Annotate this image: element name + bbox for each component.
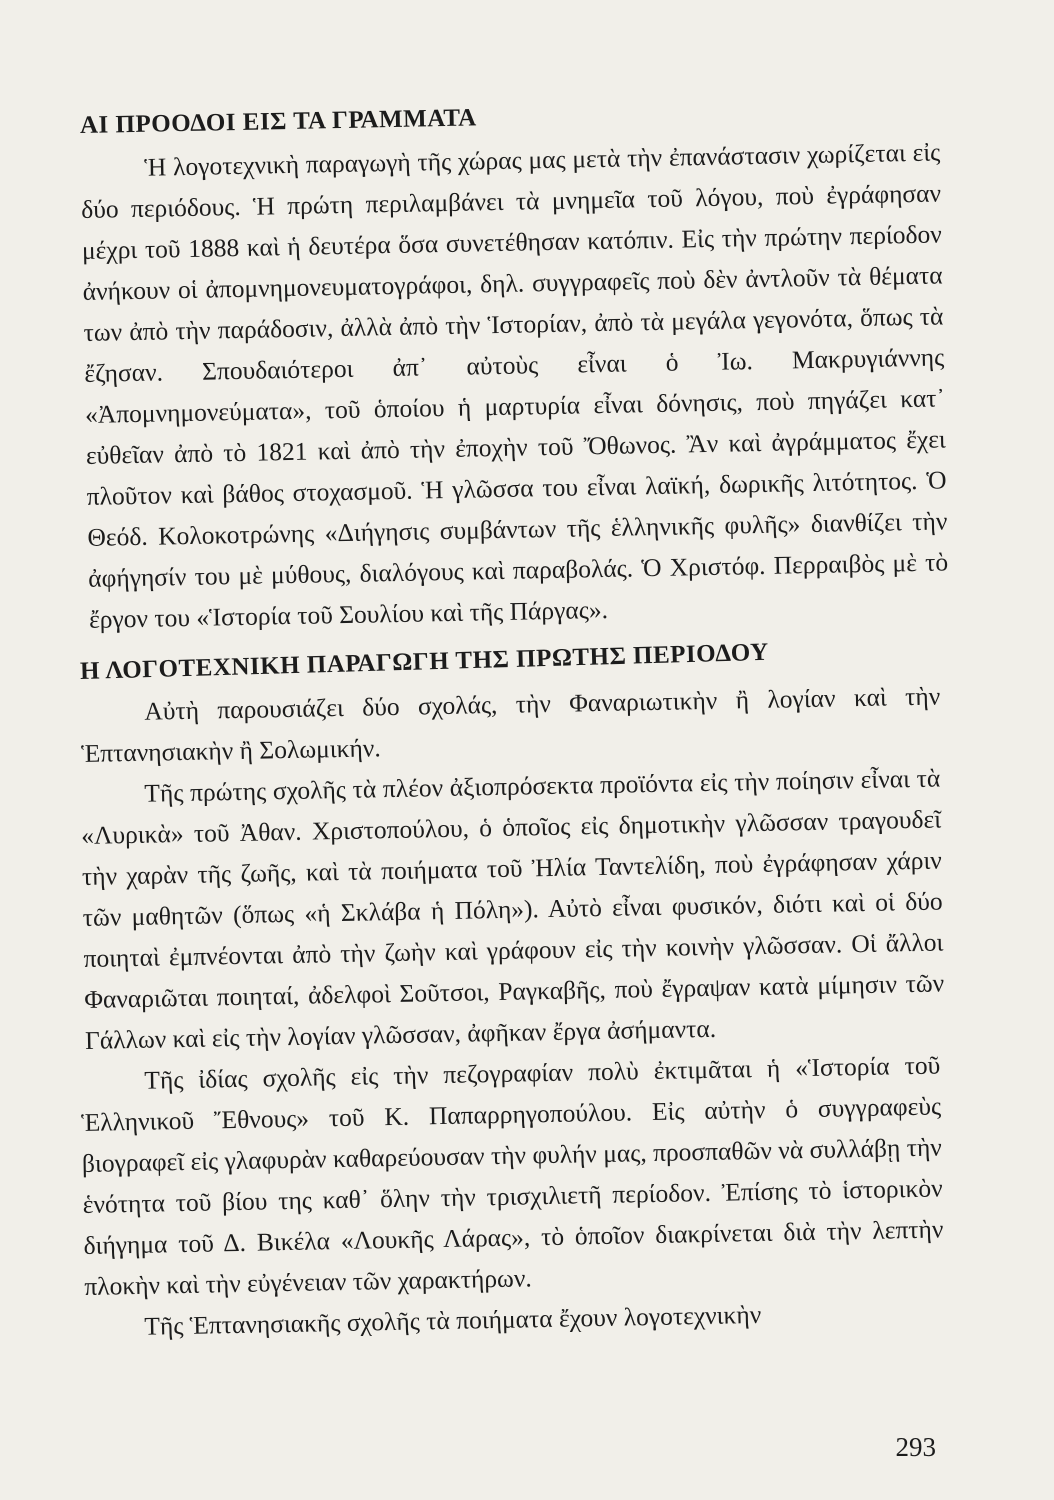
paragraph: Τῆς ἰδίας σχολῆς εἰς τὴν πεζογραφίαν πολὺ ἐκτιμᾶται ἡ «Ἱστορία τοῦ Ἑλληνικοῦ Ἔθνους» τοῦ Κ. Παπαρρηγοπούλου. Εἰς αὐτὴν ὁ συγγραφεὺς βιογραφεῖ εἰς γλαφυρὰν καθαρεύουσαν τὴν φυλήν μας, προσπαθῶν νὰ συλλάβῃ τὴν ἑνότητα τοῦ βίου της καθ᾿ ὅλην τὴν τρισχιλιετῆ περίοδον. Ἐπίσης τὸ ἱστορικὸν διήγημα τοῦ Δ. Βικέλα «Λουκῆς Λάρας», τὸ ὁποῖον διακρίνεται διὰ τὴν λεπτὴν πλοκὴν καὶ τὴν εὐγένειαν τῶν χαρακτήρων. xyxy=(80,1050,944,1301)
section-heading-progress-in-letters: ΑΙ ΠΡΟΟΔΟΙ ΕΙΣ ΤΑ ΓΡΑΜΜΑΤΑ xyxy=(79,104,477,139)
paragraph: Αὐτὴ παρουσιάζει δύο σχολάς, τὴν Φαναριωτικὴν ἢ λογίαν καὶ τὴν Ἑπτανησιακὴν ἢ Σολωμικήν. xyxy=(80,681,941,768)
paragraph: Τῆς πρώτης σχολῆς τὰ πλέον ἀξιοπρόσεκτα προϊόντα εἰς τὴν ποίησιν εἶναι τὰ «Λυρικὰ» τοῦ Ἀθαν. Χριστοπούλου, ὁ ὁποῖος εἰς δημοτικὴν γλῶσσαν τραγουδεῖ τὴν χαρὰν τῆς ζωῆς, καὶ τὰ ποιήματα τοῦ Ἠλία Ταντελίδη, ποὺ ἐγράφησαν χάριν τῶν μαθητῶν (ὅπως «ἡ Σκλάβα ἡ Πόλη»). Αὐτὸ εἶναι φυσικόν, διότι καὶ οἱ δύο ποιηταὶ ἐμπνέονται ἀπὸ τὴν ζωὴν καὶ γράφουν εἰς τὴν κοινὴν γλῶσσαν. Οἱ ἄλλοι Φαναριῶται ποιηταί, ἀδελφοὶ Σοῦτσοι, Ραγκαβῆς, ποὺ ἔγραψαν κατὰ μίμησιν τῶν Γάλλων καὶ εἰς τὴν λογίαν γλῶσσαν, ἀφῆκαν ἔργα ἀσήμαντα. xyxy=(80,763,945,1055)
paragraph: Ἡ λογοτεχνικὴ παραγωγὴ τῆς χώρας μας μετὰ τὴν ἐπανάστασιν χωρίζεται εἰς δύο περιόδους. Ἡ πρώτη περιλαμβάνει τὰ μνημεῖα τοῦ λόγου, ποὺ ἐγράφησαν μέχρι τοῦ 1888 καὶ ἡ δευτέρα ὅσα συνετέθησαν κατόπιν. Εἰς τὴν πρώτην περίοδον ἀνήκουν οἱ ἀπομνημονευματογράφοι, δηλ. συγγραφεῖς ποὺ δὲν ἀντλοῦν τὰ θέματα των ἀπὸ τὴν παράδοσιν, ἀλλὰ ἀπὸ τὴν Ἱστορίαν, ἀπὸ τὰ μεγάλα γεγονότα, ὅπως τὰ ἔζησαν. Σπουδαιότεροι ἀπ᾿ αὐτοὺς εἶναι ὁ Ἰω. Μακρυγιάννης «Ἀπομνημονεύματα», τοῦ ὁποίου ἡ μαρτυρία εἶναι δόνησις, ποὺ πηγάζει κατ᾿ εὐθεῖαν ἀπὸ τὸ 1821 καὶ ἀπὸ τὴν ἐποχὴν τοῦ Ὄθωνος. Ἂν καὶ ἀγράμματος ἔχει πλοῦτον καὶ βάθος στοχασμοῦ. Ἡ γλῶσσα του εἶναι λαϊκή, δωρικῆς λιτότητος. Ὁ Θεόδ. Κολοκοτρώνης «Διήγησις συμβάντων τῆς ἑλληνικῆς φυλῆς» διανθίζει τὴν ἀφήγησίν του μὲ μύθους, διαλόγους καὶ παραβολάς. Ὁ Χριστόφ. Περραιβὸς μὲ τὸ ἔργον του «Ἱστορία τοῦ Σουλίου καὶ τῆς Πάργας». xyxy=(80,137,949,634)
paragraph: Τῆς Ἑπτανησιακῆς σχολῆς τὰ ποιήματα ἔχουν λογοτεχνικὴν xyxy=(144,1299,762,1341)
page-number: 293 xyxy=(895,1432,936,1462)
section-heading-first-period: Η ΛΟΓΟΤΕΧΝΙΚΗ ΠΑΡΑΓΩΓΗ ΤΗΣ ΠΡΩΤΗΣ ΠΕΡΙΟΔΟΥ xyxy=(79,638,770,685)
page-content xyxy=(79,104,949,1348)
